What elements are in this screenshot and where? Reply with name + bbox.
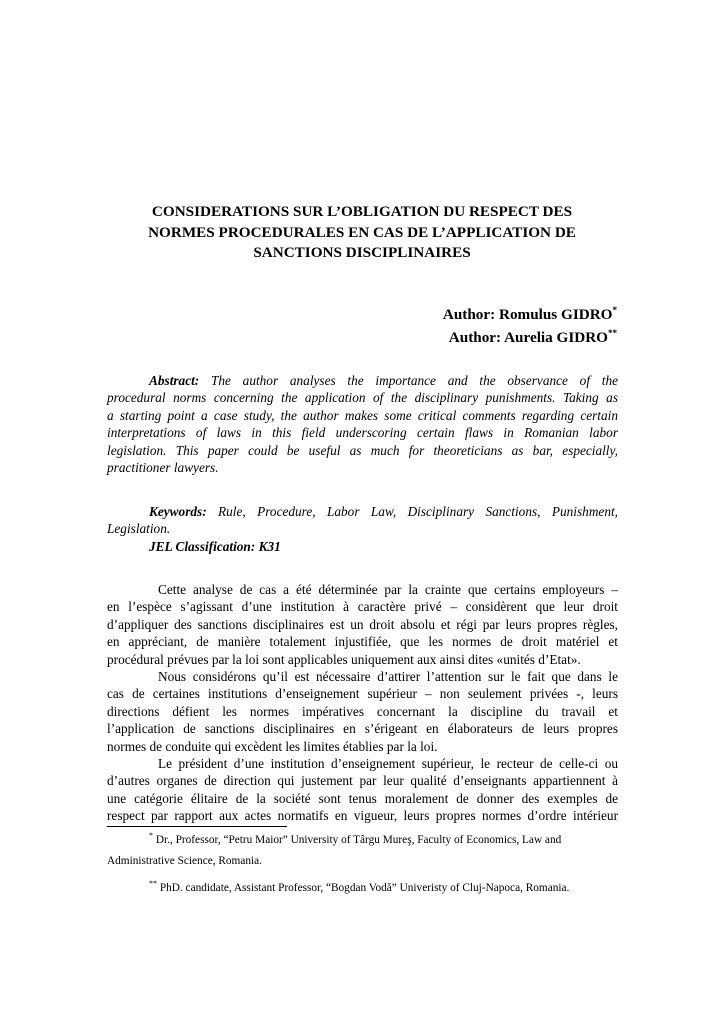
footnotes <box>107 830 618 899</box>
author-1-footnote-mark: * <box>612 305 617 315</box>
abstract-label: Abstract: <box>149 373 200 388</box>
author-1 <box>443 303 617 326</box>
body-line: Le président d’une institution d’enseignement supérieur, le recteur de celle-ci ou <box>158 756 618 772</box>
body-line: normes de conduite qui excèdent les limites établies par la loi. <box>107 738 438 754</box>
footnote-2-text: PhD. candidate, Assistant Professor, “Bogdan Vodă” Univeristy of Cluj-Napoca, Romania. <box>157 882 570 894</box>
abstract-line: interpretations of laws in this field underscoring certain flaws in Romanian labor <box>107 425 618 441</box>
body-line: cas de certaines institutions d’enseignement supérieur – non seulement privées -, leurs <box>107 686 618 702</box>
body-line: Cette analyse de cas a été déterminée par la crainte que certains employeurs – <box>158 582 618 597</box>
author-1-name: Author: Romulus GIDRO <box>442 306 613 323</box>
footnote-1-mark: * <box>149 831 153 840</box>
keywords-line <box>107 503 618 520</box>
body-line: en appréciant, de manière totalement injustifiée, que les normes de droit matériel et <box>107 634 618 650</box>
abstract-line: legislation. This paper could be useful as much for theoreticians as bar, especially, <box>107 442 618 458</box>
body-line: l’application de sanctions disciplinaires en s’érigeant en élaborateurs de leurs propres <box>107 721 618 737</box>
body-line: respect par rapport aux actes normatifs en vigueur, leurs propres normes d’ordre intérieur <box>107 808 618 824</box>
author-2-footnote-mark: ** <box>608 328 617 338</box>
body-line: d’autres organes de direction qui justement par leur qualité d’enseignants appartiennent à <box>107 773 618 789</box>
footnote-2 <box>107 878 618 899</box>
abstract-line: practitioner lawyers. <box>107 460 219 476</box>
title-line: SANCTIONS DISCIPLINAIRES <box>253 244 471 261</box>
footnote-1-text: Dr., Professor, “Petru Maior” University of Târgu Mureş, Faculty of Economics, Law and <box>153 834 562 846</box>
keywords-label: Keywords: <box>149 504 207 519</box>
author-2-name: Author: Aurelia GIDRO <box>448 329 608 346</box>
footnote-2-mark: ** <box>149 879 157 888</box>
abstract-line: procedural norms concerning the application of the disciplinary punishments. Taking as <box>107 390 618 406</box>
body-line: une catégorie élitaire de la société sont tenus moralement de donner des exemples de <box>107 790 618 806</box>
body-line: d’appliquer des sanctions disciplinaires est un droit absolu et régi par leurs propres règles, <box>107 616 618 632</box>
body-text <box>107 581 618 825</box>
footnote-1 <box>107 830 618 851</box>
paper-title <box>107 202 617 264</box>
abstract-line <box>107 372 618 389</box>
keywords-line: Legislation. <box>107 521 171 537</box>
footnote-separator <box>107 826 287 827</box>
body-line: Nous considérons qu’il est nécessaire d’attirer l’attention sur le fait que dans le <box>158 669 618 685</box>
abstract-text: The author analyses the importance and the observance of the <box>199 373 618 388</box>
author-2 <box>443 326 617 349</box>
title-line: CONSIDERATIONS SUR L’OBLIGATION DU RESPECT DES <box>151 203 573 220</box>
body-line: directions défient les normes impératives concernant la discipline du travail et <box>107 703 618 719</box>
body-line: en l’espèce s’agissant d’une institution à caractère privé – considèrent que leur droit <box>107 599 618 615</box>
jel-classification: JEL Classification: K31 <box>149 538 281 554</box>
keywords-text: Rule, Procedure, Labor Law, Disciplinary Sanctions, Punishment, <box>206 504 618 519</box>
abstract <box>107 372 618 476</box>
keywords <box>107 503 618 555</box>
author-block <box>443 303 617 349</box>
body-line: procédural prévues par la loi sont applicables uniquement aux ainsi dites «unités d’Etat». <box>107 651 581 667</box>
title-line: NORMES PROCEDURALES EN CAS DE L’APPLICATION DE <box>148 223 576 241</box>
abstract-line: a starting point a case study, the author makes some critical comments regarding certain <box>107 407 618 423</box>
footnote-1-continued: Administrative Science, Romania. <box>107 855 262 867</box>
